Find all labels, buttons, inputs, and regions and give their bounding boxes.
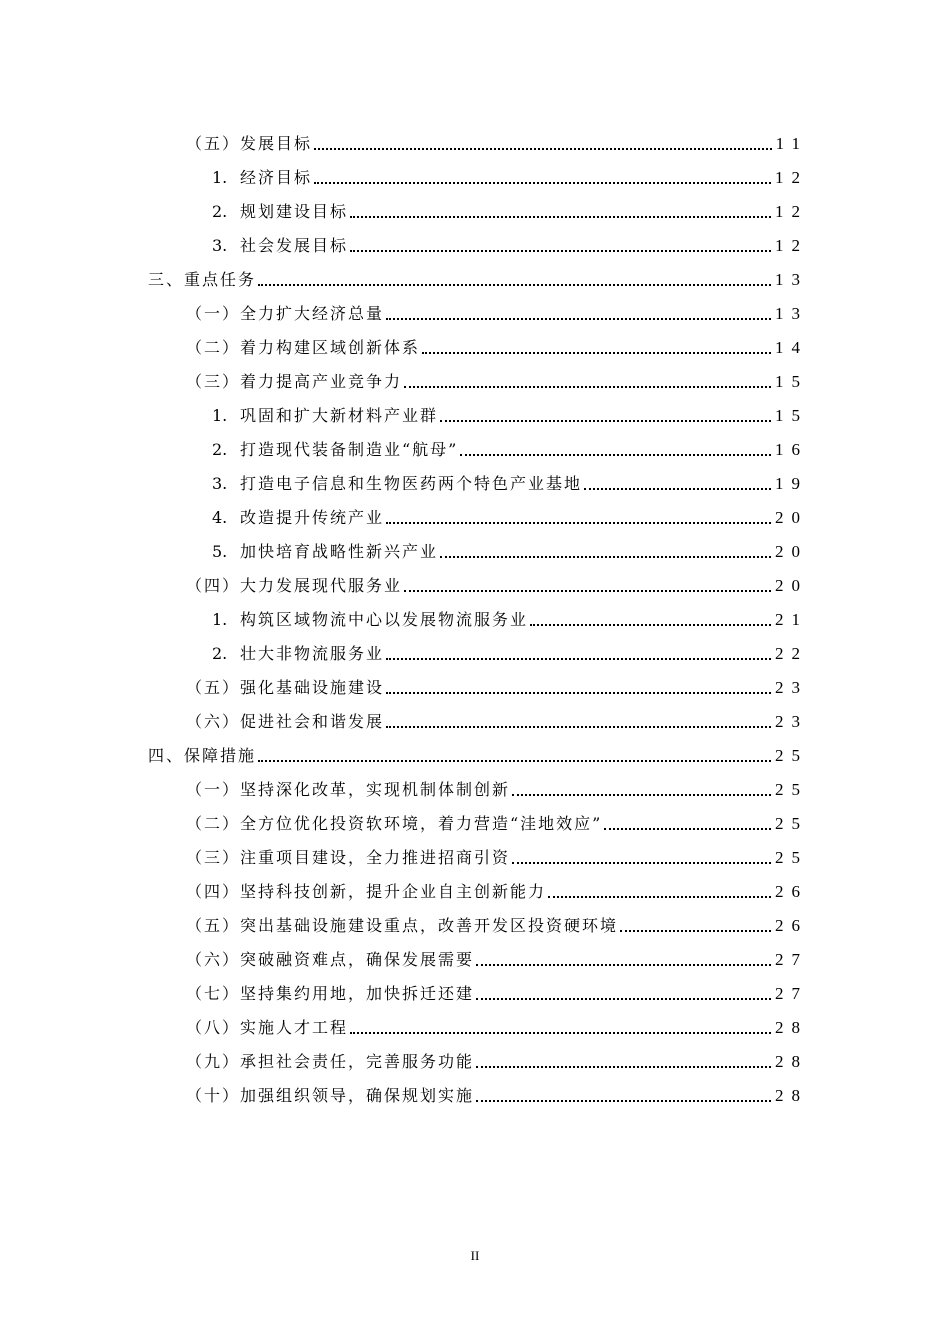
dot-leader: [620, 929, 771, 932]
toc-entry-title: [212, 542, 438, 562]
toc-entry-text: （三）着力提高产业竞争力: [186, 372, 403, 391]
toc-entry-text: （六）突破融资难点，确保发展需要: [186, 950, 475, 969]
toc-entry-title: [148, 746, 256, 766]
toc-entry-text: （九）承担社会责任，完善服务功能: [186, 1052, 475, 1071]
toc-entry-text: （五）强化基础设施建设: [186, 678, 385, 697]
toc-entry[interactable]: [148, 732, 808, 766]
dot-leader: [548, 895, 771, 898]
toc-entry[interactable]: [186, 800, 808, 834]
dot-leader: [440, 555, 771, 558]
toc-entry[interactable]: [186, 936, 808, 970]
toc-entry-title: [186, 916, 618, 936]
toc-entry-page: 20: [775, 576, 808, 595]
toc-entry-text: （二）着力构建区域创新体系: [186, 338, 421, 357]
toc-entry-page: 28: [775, 1018, 808, 1037]
dot-leader: [404, 589, 771, 592]
dot-leader: [350, 1031, 771, 1034]
dot-leader: [422, 351, 771, 354]
toc-entry[interactable]: [186, 562, 808, 596]
toc-entry-page: 13: [775, 304, 808, 323]
toc-entry-title: [186, 814, 602, 834]
toc-entry-text: （一）坚持深化改革，实现机制体制创新: [186, 780, 511, 799]
toc-entry-text: （五）突出基础设施建设重点，改善开发区投资硬环境: [186, 916, 619, 935]
toc-entry-text: （六）促进社会和谐发展: [186, 712, 385, 731]
toc-entry-title: [186, 304, 384, 324]
toc-entry-number: 3.: [212, 474, 228, 493]
toc-entry-text: 经济目标: [240, 168, 313, 187]
toc-entry[interactable]: [212, 426, 808, 460]
toc-entry[interactable]: [186, 1038, 808, 1072]
toc-entry-number: 2.: [212, 440, 228, 459]
toc-entry-title: [186, 678, 384, 698]
toc-entry-title: [186, 338, 420, 358]
toc-entry-title: [186, 950, 474, 970]
toc-entry-text: 社会发展目标: [240, 236, 349, 255]
toc-entry-text: （三）注重项目建设，全力推进招商引资: [186, 848, 511, 867]
toc-entry[interactable]: [212, 528, 808, 562]
toc-entry-text: 打造电子信息和生物医药两个特色产业基地: [240, 474, 583, 493]
toc-entry-page: 15: [775, 406, 808, 425]
toc-entry-title: [186, 882, 546, 902]
toc-entry-title: [212, 406, 438, 426]
toc-entry-text: （一）全力扩大经济总量: [186, 304, 385, 323]
toc-entry[interactable]: [212, 460, 808, 494]
dot-leader: [440, 419, 771, 422]
toc-entry[interactable]: [186, 970, 808, 1004]
toc-entry-page: 19: [775, 474, 808, 493]
toc-entry-text: （四）坚持科技创新，提升企业自主创新能力: [186, 882, 547, 901]
toc-entry-page: 28: [775, 1086, 808, 1105]
dot-leader: [386, 521, 771, 524]
toc-entry-title: [212, 168, 312, 188]
toc-entry-title: [186, 712, 384, 732]
dot-leader: [386, 317, 771, 320]
dot-leader: [386, 691, 771, 694]
toc-entry[interactable]: [186, 766, 808, 800]
toc-entry[interactable]: [186, 120, 808, 154]
toc-entry-page: 14: [775, 338, 808, 357]
toc-entry[interactable]: [186, 358, 808, 392]
toc-entry-title: [186, 372, 402, 392]
dot-leader: [314, 147, 772, 150]
toc-entry-page: 15: [775, 372, 808, 391]
toc-entry-page: 12: [775, 202, 808, 221]
dot-leader: [512, 793, 771, 796]
toc-entry[interactable]: [212, 596, 808, 630]
toc-entry-title: [186, 780, 510, 800]
toc-entry-page: 12: [775, 168, 808, 187]
dot-leader: [258, 283, 771, 286]
toc-entry-title: [186, 984, 474, 1004]
toc-entry[interactable]: [186, 902, 808, 936]
dot-leader: [604, 827, 771, 830]
toc-entry[interactable]: [212, 630, 808, 664]
dot-leader: [258, 759, 771, 762]
toc-entry-text: （二）全方位优化投资软环境，着力营造“洼地效应”: [186, 814, 603, 833]
toc-entry-title: [186, 134, 312, 154]
toc-entry-text: （七）坚持集约用地，加快拆迁还建: [186, 984, 475, 1003]
toc-entry-page: 25: [775, 780, 808, 799]
toc-entry-text: 巩固和扩大新材料产业群: [240, 406, 439, 425]
toc-entry-title: [212, 508, 384, 528]
dot-leader: [512, 861, 771, 864]
toc-entry[interactable]: [186, 1004, 808, 1038]
toc-entry-number: 3.: [212, 236, 228, 255]
toc-entry-page: 20: [775, 542, 808, 561]
toc-entry-text: 加快培育战略性新兴产业: [240, 542, 439, 561]
toc-entry-title: [186, 1018, 348, 1038]
toc-entry-text: （八）实施人才工程: [186, 1018, 349, 1037]
toc-entry-number: 1.: [212, 610, 228, 629]
toc-entry-page: 23: [775, 678, 808, 697]
toc-entry[interactable]: [148, 256, 808, 290]
toc-entry-page: 22: [775, 644, 808, 663]
toc-entry[interactable]: [212, 392, 808, 426]
toc-entry-text: 构筑区域物流中心以发展物流服务业: [240, 610, 529, 629]
toc-entry-title: [212, 610, 528, 630]
page-number: II: [470, 1248, 480, 1263]
toc-entry-number: 2.: [212, 202, 228, 221]
toc-entry-text: 打造现代装备制造业“航母”: [240, 440, 459, 459]
toc-entry[interactable]: [212, 154, 808, 188]
dot-leader: [584, 487, 771, 490]
toc-entry-page: 25: [775, 848, 808, 867]
toc-entry[interactable]: [186, 290, 808, 324]
dot-leader: [350, 249, 771, 252]
toc-entry-text: 三、重点任务: [148, 270, 257, 289]
toc-entry-number: 1.: [212, 406, 228, 425]
toc-entry[interactable]: [212, 494, 808, 528]
toc-entry-page: 23: [775, 712, 808, 731]
dot-leader: [476, 963, 771, 966]
toc-entry[interactable]: [186, 1072, 808, 1106]
toc-entry-title: [212, 202, 348, 222]
toc-entry-page: 27: [775, 984, 808, 1003]
toc-entry-page: 12: [775, 236, 808, 255]
toc-entry-text: 改造提升传统产业: [240, 508, 385, 527]
dot-leader: [314, 181, 771, 184]
toc-entry[interactable]: [186, 664, 808, 698]
toc-entry-page: 13: [775, 270, 808, 289]
toc-entry-title: [148, 270, 256, 290]
toc-entry-text: 壮大非物流服务业: [240, 644, 385, 663]
toc-entry-text: （四）大力发展现代服务业: [186, 576, 403, 595]
toc-entry-title: [186, 1086, 474, 1106]
toc-entry-title: [186, 576, 402, 596]
dot-leader: [530, 623, 771, 626]
toc-entry-page: 16: [775, 440, 808, 459]
dot-leader: [404, 385, 771, 388]
toc-entry-title: [186, 848, 510, 868]
toc-entry-page: 25: [775, 746, 808, 765]
toc-entry-page: 28: [775, 1052, 808, 1071]
toc-entry-title: [212, 440, 458, 460]
toc-entry-number: 2.: [212, 644, 228, 663]
toc-entry[interactable]: [186, 834, 808, 868]
toc-entry-title: [212, 236, 348, 256]
toc-entry[interactable]: [186, 868, 808, 902]
toc-entry[interactable]: [212, 188, 808, 222]
dot-leader: [386, 657, 771, 660]
toc-entry-text: 规划建设目标: [240, 202, 349, 221]
toc-entry-page: 27: [775, 950, 808, 969]
toc-entry-text: （五）发展目标: [186, 134, 313, 153]
toc-entry-text: （十）加强组织领导，确保规划实施: [186, 1086, 475, 1105]
toc-entry-title: [212, 474, 582, 494]
toc-entry-page: 25: [775, 814, 808, 833]
toc-entry[interactable]: [186, 324, 808, 358]
dot-leader: [460, 453, 771, 456]
dot-leader: [350, 215, 771, 218]
toc-entry-title: [212, 644, 384, 664]
toc-entry-page: 20: [775, 508, 808, 527]
toc-entry-number: 1.: [212, 168, 228, 187]
dot-leader: [476, 997, 771, 1000]
toc-entry[interactable]: [186, 698, 808, 732]
toc-entry-title: [186, 1052, 474, 1072]
toc-entry-page: 26: [775, 882, 808, 901]
toc-entry[interactable]: [212, 222, 808, 256]
toc-entry-page: 26: [775, 916, 808, 935]
toc-entry-text: 四、保障措施: [148, 746, 257, 765]
toc-entry-page: 11: [775, 134, 808, 153]
dot-leader: [476, 1099, 771, 1102]
dot-leader: [386, 725, 771, 728]
dot-leader: [476, 1065, 771, 1068]
toc-entry-page: 21: [775, 610, 808, 629]
toc-entry-number: 5.: [212, 542, 228, 561]
toc-entry-number: 4.: [212, 508, 228, 527]
